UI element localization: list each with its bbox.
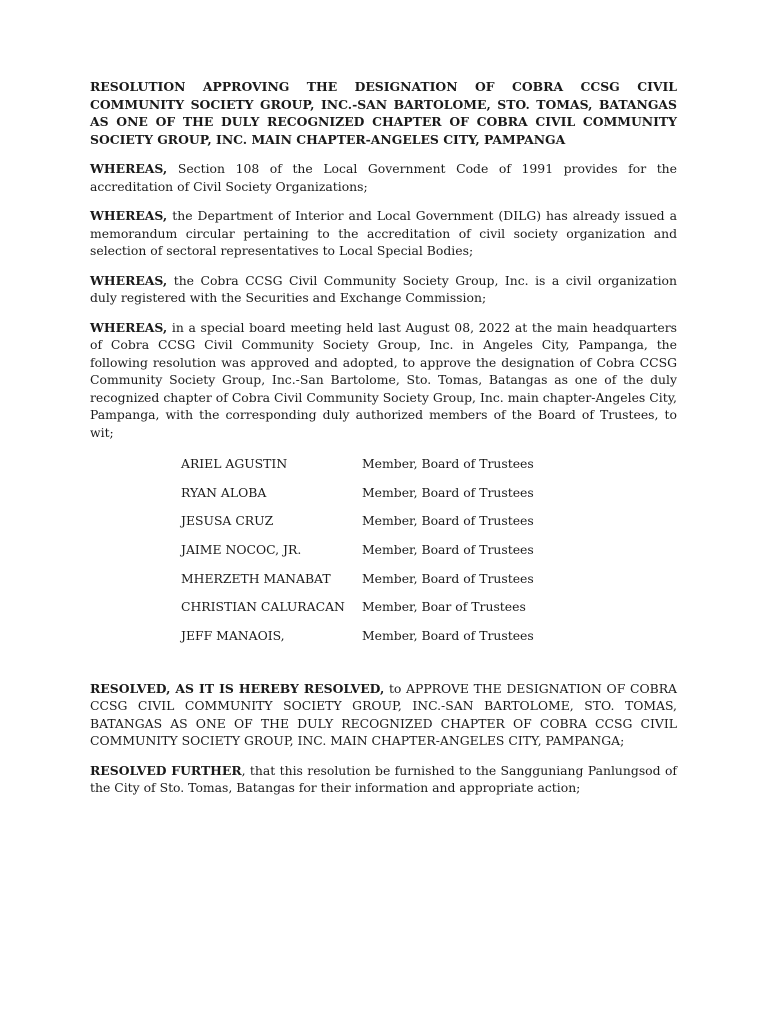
whereas-text: Section 108 of the Local Government Code of 1991 provides for the accreditation of Civil Society Organizations; (90, 161, 677, 194)
section-spacer (90, 656, 677, 680)
member-role: Member, Board of Trustees (362, 456, 534, 471)
whereas-paragraph-1 (90, 160, 677, 195)
member-name: RYAN ALOBA (181, 484, 267, 500)
resolved-text: , that this resolution be furnished to the Sangguniang Panlungsod of the City of Sto. Tomas, Batangas for their information and appropriate action; (90, 762, 677, 796)
member-role: Member, Board of Trustees (362, 570, 534, 586)
resolved-lead: RESOLVED, AS IT IS HEREBY RESOLVED, (90, 680, 385, 696)
member-name: ARIEL AGUSTIN (181, 456, 288, 471)
whereas-paragraph-3 (90, 272, 677, 307)
member-name: JEFF MANAOIS, (181, 628, 285, 644)
resolution-title: RESOLUTION APPROVING THE DESIGNATION OF COBRA CCSG CIVIL COMMUNITY SOCIETY GROUP, INC.-SAN BARTOLOME, STO. TOMAS, BATANGAS AS ONE OF THE DULY RECOGNIZED CHAPTER OF COBRA CIVIL COMMUNITY SOCIETY GROUP, INC. MAIN CHAPTER-ANGELES CITY, PAMPANGA (90, 79, 677, 147)
whereas-text: in a special board meeting held last August 08, 2022 at the main headquarters of Cobra CCSG Civil Community Society Group, Inc. in Angeles City, Pampanga, the following resolution was approved and adopted, to approve the designation of Cobra CCSG Community Society Group, Inc.-San Bartolome, Sto. Tomas, Batangas as one of the duly recognized chapter of Cobra Civil Community Society Group, Inc. main chapter-Angeles City, Pampanga, with the corresponding duly authorized members of the Board of Trustees, to wit; (90, 319, 677, 440)
member-row (90, 455, 677, 484)
whereas-lead: WHEREAS, (90, 161, 168, 176)
board-members-list (90, 455, 677, 656)
member-role: Member, Boar of Trustees (362, 599, 526, 615)
whereas-paragraph-4 (90, 319, 677, 442)
whereas-text: the Cobra CCSG Civil Community Society Group, Inc. is a civil organization duly registered with the Securities and Exchange Commission; (90, 272, 677, 305)
resolved-lead: RESOLVED FURTHER (90, 762, 242, 778)
member-row (90, 598, 677, 627)
member-role: Member, Board of Trustees (362, 542, 534, 558)
whereas-text: the Department of Interior and Local Government (DILG) has already issued a memorandum circular pertaining to the accreditation of civil society organization and selection of sectoral representatives to Local Special Bodies; (90, 208, 677, 258)
member-name: CHRISTIAN CALURACAN (181, 599, 345, 615)
member-role: Member, Board of Trustees (362, 513, 534, 529)
member-row (90, 541, 677, 570)
resolved-text: to APPROVE THE DESIGNATION OF COBRA CCSG CIVIL COMMUNITY SOCIETY GROUP, INC.-SAN BARTOLOME, STO. TOMAS, BATANGAS AS ONE OF THE DULY RECOGNIZED CHAPTER OF COBRA CCSG CIVIL COMMUNITY SOCIETY GROUP, INC. MAIN CHAPTER-ANGELES CITY, PAMPANGA; (90, 680, 677, 749)
member-row (90, 484, 677, 513)
member-row (90, 627, 677, 656)
member-row (90, 512, 677, 541)
resolved-paragraph-1 (90, 680, 677, 750)
document-page (90, 78, 677, 809)
member-role: Member, Board of Trustees (362, 484, 534, 500)
whereas-lead: WHEREAS, (90, 208, 168, 223)
member-name: JAIME NOCOC, JR. (181, 542, 302, 558)
whereas-lead: WHEREAS, (90, 319, 168, 335)
member-name: JESUSA CRUZ (181, 513, 274, 529)
member-role: Member, Board of Trustees (362, 628, 534, 644)
resolved-paragraph-2 (90, 762, 677, 797)
whereas-lead: WHEREAS, (90, 272, 168, 288)
whereas-paragraph-2 (90, 207, 677, 260)
member-row (90, 570, 677, 599)
member-name: MHERZETH MANABAT (181, 570, 331, 586)
